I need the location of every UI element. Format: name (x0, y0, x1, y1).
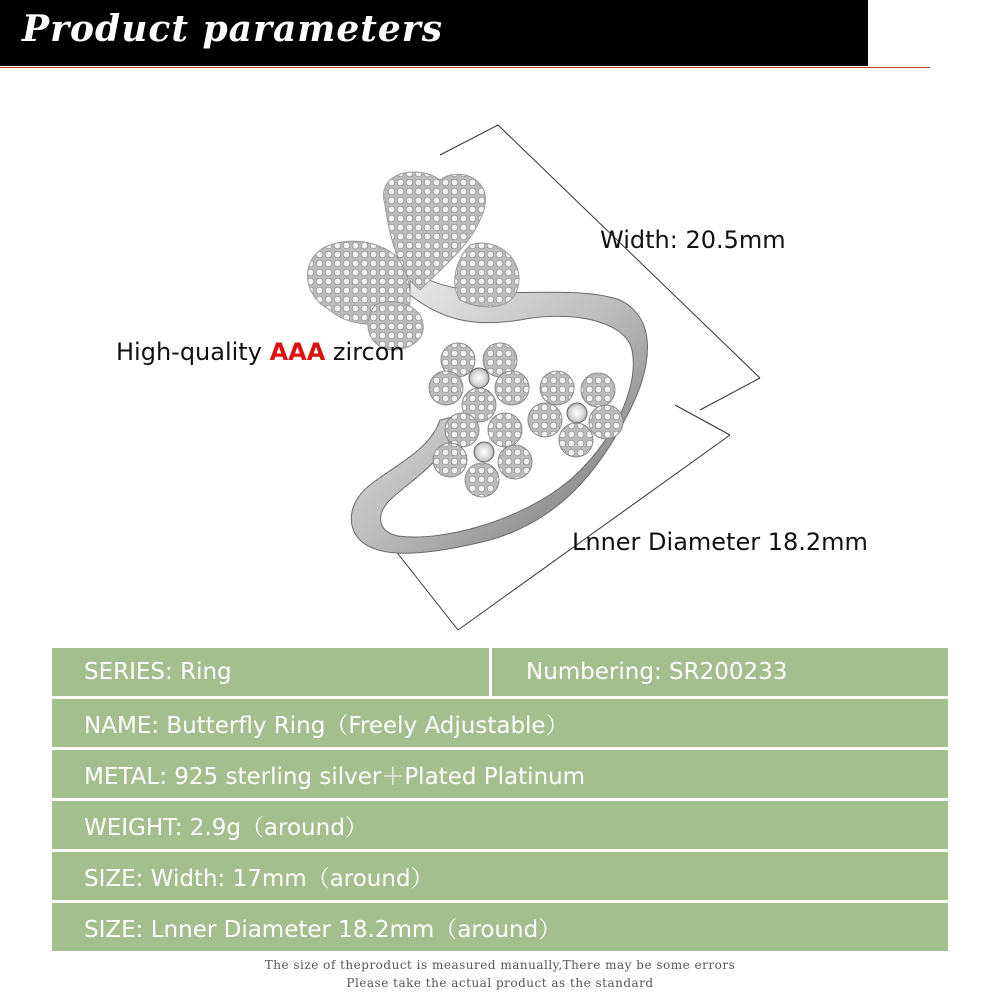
spec-row-series (52, 648, 948, 696)
spec-row-size-width (52, 852, 948, 900)
spec-series: SERIES: Ring (84, 659, 232, 685)
spec-metal: METAL: 925 sterling silver＋Plated Platinum (84, 763, 586, 790)
zircon-suffix: zircon (325, 338, 405, 366)
spec-row-weight (52, 801, 948, 849)
spec-size-diameter: SIZE: Lnner Diameter 18.2mm（around） (84, 916, 562, 943)
width-callout: Width: 20.5mm (600, 226, 786, 254)
spec-row-size-diameter (52, 903, 948, 951)
diameter-callout: Lnner Diameter 18.2mm (572, 528, 868, 556)
spec-row-name (52, 699, 948, 747)
header-divider (0, 67, 930, 68)
product-image-area (0, 70, 1000, 640)
disclaimer-line-2: Please take the actual product as the standard (346, 976, 654, 990)
spec-table (52, 648, 948, 954)
butterfly-motif (308, 172, 519, 350)
spec-weight: WEIGHT: 2.9g（around） (84, 814, 368, 841)
flower-motif-2 (433, 413, 532, 497)
spec-name: NAME: Butterfly Ring（Freely Adjustable） (84, 712, 569, 739)
header-bar (0, 0, 868, 66)
zircon-callout (116, 338, 405, 366)
spec-size-width: SIZE: Width: 17mm（around） (84, 865, 434, 892)
page-title: Product parameters (22, 8, 444, 50)
zircon-prefix: High-quality (116, 338, 270, 366)
disclaimer-line-1: The size of theproduct is measured manually,There may be some errors (264, 958, 736, 972)
spec-numbering: Numbering: SR200233 (526, 659, 788, 685)
zircon-grade: AAA (269, 338, 326, 366)
flower-motif-1 (429, 343, 529, 422)
spec-row-metal (52, 750, 948, 798)
